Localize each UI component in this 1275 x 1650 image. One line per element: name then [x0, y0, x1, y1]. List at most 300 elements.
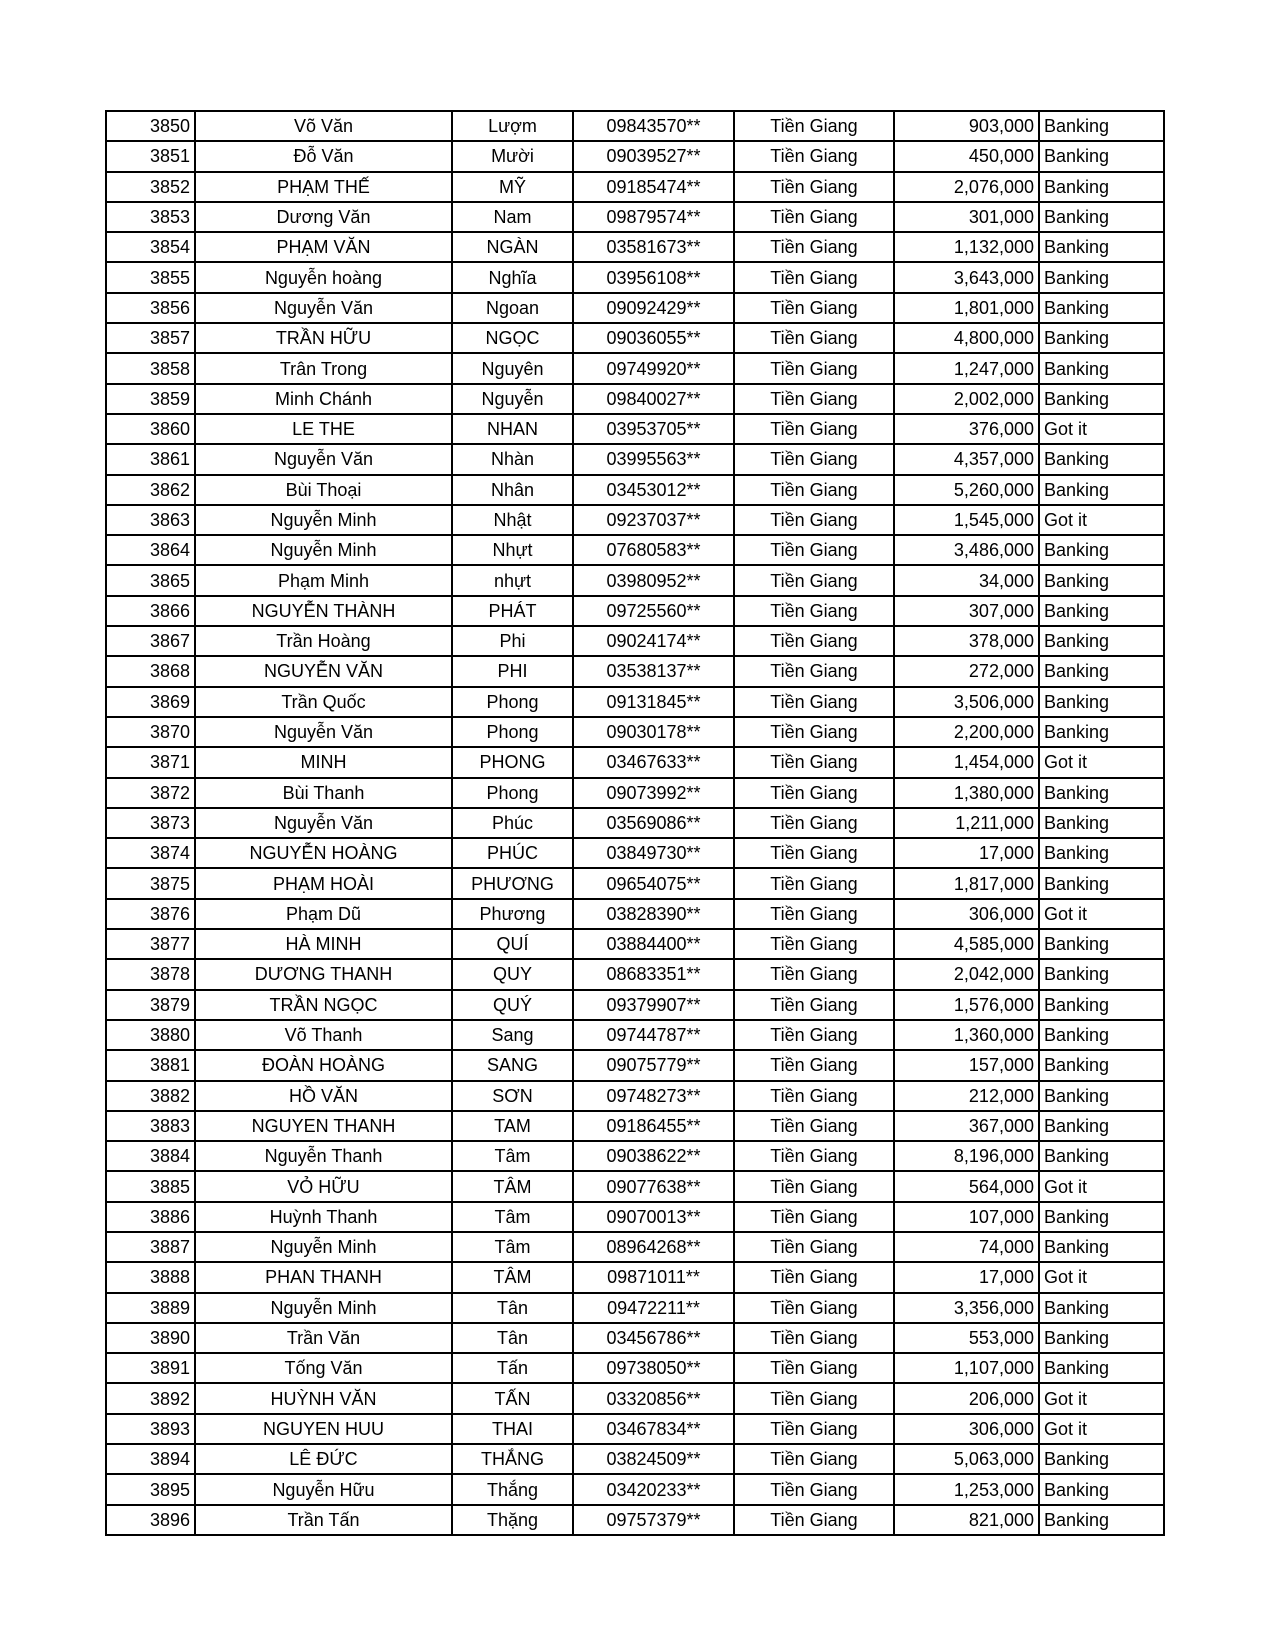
cell-status: Banking — [1039, 838, 1164, 868]
table-row — [106, 808, 1164, 838]
cell-phone: 09840027** — [573, 384, 734, 414]
cell-phone: 08964268** — [573, 1232, 734, 1262]
cell-last-name: TÂM — [452, 1262, 573, 1292]
cell-amount: 564,000 — [894, 1171, 1039, 1201]
cell-phone: 09738050** — [573, 1353, 734, 1383]
table-row — [106, 384, 1164, 414]
cell-amount: 3,643,000 — [894, 262, 1039, 292]
cell-phone: 03828390** — [573, 899, 734, 929]
cell-id: 3861 — [106, 444, 195, 474]
table-row — [106, 1474, 1164, 1504]
table-row — [106, 1353, 1164, 1383]
cell-first-name: Nguyễn Văn — [195, 444, 452, 474]
cell-phone: 09186455** — [573, 1111, 734, 1141]
cell-phone: 03467834** — [573, 1414, 734, 1444]
cell-first-name: LE THE — [195, 414, 452, 444]
cell-first-name: PHAN THANH — [195, 1262, 452, 1292]
cell-status: Banking — [1039, 1081, 1164, 1111]
cell-id: 3891 — [106, 1353, 195, 1383]
table-row — [106, 1202, 1164, 1232]
cell-status: Banking — [1039, 1444, 1164, 1474]
cell-province: Tiền Giang — [734, 1505, 894, 1535]
cell-id: 3873 — [106, 808, 195, 838]
cell-id: 3884 — [106, 1141, 195, 1171]
cell-id: 3880 — [106, 1020, 195, 1050]
cell-phone: 03884400** — [573, 929, 734, 959]
cell-first-name: Huỳnh Thanh — [195, 1202, 452, 1232]
cell-amount: 17,000 — [894, 1262, 1039, 1292]
cell-status: Got it — [1039, 414, 1164, 444]
cell-status: Banking — [1039, 535, 1164, 565]
cell-id: 3867 — [106, 626, 195, 656]
cell-id: 3889 — [106, 1293, 195, 1323]
cell-first-name: NGUYỄN HOÀNG — [195, 838, 452, 868]
cell-id: 3862 — [106, 475, 195, 505]
cell-province: Tiền Giang — [734, 959, 894, 989]
cell-province: Tiền Giang — [734, 202, 894, 232]
cell-id: 3859 — [106, 384, 195, 414]
cell-amount: 1,576,000 — [894, 990, 1039, 1020]
cell-province: Tiền Giang — [734, 929, 894, 959]
cell-first-name: NGUYỄN VĂN — [195, 656, 452, 686]
cell-last-name: Nhân — [452, 475, 573, 505]
cell-first-name: DƯƠNG THANH — [195, 959, 452, 989]
cell-first-name: Nguyễn Hữu — [195, 1474, 452, 1504]
table-row — [106, 959, 1164, 989]
cell-id: 3893 — [106, 1414, 195, 1444]
cell-phone: 09744787** — [573, 1020, 734, 1050]
cell-amount: 107,000 — [894, 1202, 1039, 1232]
cell-province: Tiền Giang — [734, 111, 894, 141]
cell-status: Banking — [1039, 202, 1164, 232]
cell-id: 3892 — [106, 1383, 195, 1413]
cell-first-name: Trân Trong — [195, 353, 452, 383]
cell-amount: 157,000 — [894, 1050, 1039, 1080]
cell-first-name: Nguyễn Minh — [195, 1293, 452, 1323]
cell-phone: 09092429** — [573, 293, 734, 323]
cell-phone: 09654075** — [573, 868, 734, 898]
cell-last-name: Phi — [452, 626, 573, 656]
cell-province: Tiền Giang — [734, 596, 894, 626]
cell-first-name: NGUYEN THANH — [195, 1111, 452, 1141]
cell-status: Banking — [1039, 565, 1164, 595]
cell-phone: 03320856** — [573, 1383, 734, 1413]
table-row — [106, 505, 1164, 535]
cell-status: Banking — [1039, 353, 1164, 383]
cell-id: 3894 — [106, 1444, 195, 1474]
cell-status: Banking — [1039, 172, 1164, 202]
table-row — [106, 1141, 1164, 1171]
cell-province: Tiền Giang — [734, 899, 894, 929]
cell-amount: 206,000 — [894, 1383, 1039, 1413]
cell-phone: 03956108** — [573, 262, 734, 292]
table-row — [106, 1293, 1164, 1323]
cell-last-name: Tâm — [452, 1202, 573, 1232]
cell-first-name: Nguyễn Thanh — [195, 1141, 452, 1171]
cell-phone: 03824509** — [573, 1444, 734, 1474]
cell-amount: 376,000 — [894, 414, 1039, 444]
cell-last-name: PHƯƠNG — [452, 868, 573, 898]
cell-amount: 74,000 — [894, 1232, 1039, 1262]
cell-amount: 301,000 — [894, 202, 1039, 232]
cell-first-name: Phạm Dũ — [195, 899, 452, 929]
cell-first-name: Võ Văn — [195, 111, 452, 141]
cell-first-name: Bùi Thoại — [195, 475, 452, 505]
cell-status: Banking — [1039, 323, 1164, 353]
cell-province: Tiền Giang — [734, 808, 894, 838]
cell-first-name: HUỲNH VĂN — [195, 1383, 452, 1413]
cell-status: Got it — [1039, 1414, 1164, 1444]
table-row — [106, 323, 1164, 353]
cell-first-name: Nguyễn Minh — [195, 1232, 452, 1262]
cell-id: 3851 — [106, 141, 195, 171]
cell-last-name: QUÝ — [452, 990, 573, 1020]
cell-amount: 8,196,000 — [894, 1141, 1039, 1171]
cell-status: Banking — [1039, 596, 1164, 626]
cell-last-name: PHÚC — [452, 838, 573, 868]
cell-status: Banking — [1039, 778, 1164, 808]
cell-province: Tiền Giang — [734, 172, 894, 202]
cell-province: Tiền Giang — [734, 868, 894, 898]
cell-amount: 3,486,000 — [894, 535, 1039, 565]
cell-first-name: MINH — [195, 747, 452, 777]
cell-first-name: Nguyễn Văn — [195, 293, 452, 323]
cell-phone: 09131845** — [573, 687, 734, 717]
cell-amount: 553,000 — [894, 1323, 1039, 1353]
cell-first-name: HỒ VĂN — [195, 1081, 452, 1111]
cell-phone: 09075779** — [573, 1050, 734, 1080]
cell-province: Tiền Giang — [734, 1383, 894, 1413]
cell-province: Tiền Giang — [734, 1141, 894, 1171]
cell-status: Got it — [1039, 1262, 1164, 1292]
cell-last-name: Tấn — [452, 1353, 573, 1383]
cell-last-name: Thắng — [452, 1474, 573, 1504]
cell-amount: 1,132,000 — [894, 232, 1039, 262]
cell-province: Tiền Giang — [734, 1202, 894, 1232]
cell-last-name: Phong — [452, 717, 573, 747]
table-row — [106, 656, 1164, 686]
table-row — [106, 717, 1164, 747]
cell-id: 3870 — [106, 717, 195, 747]
cell-status: Banking — [1039, 1020, 1164, 1050]
cell-last-name: TẤN — [452, 1383, 573, 1413]
cell-province: Tiền Giang — [734, 1323, 894, 1353]
cell-status: Banking — [1039, 1050, 1164, 1080]
cell-province: Tiền Giang — [734, 1444, 894, 1474]
cell-id: 3874 — [106, 838, 195, 868]
cell-last-name: Tân — [452, 1293, 573, 1323]
cell-province: Tiền Giang — [734, 1353, 894, 1383]
table-row — [106, 626, 1164, 656]
cell-id: 3872 — [106, 778, 195, 808]
table-body — [106, 111, 1164, 1535]
cell-last-name: SƠN — [452, 1081, 573, 1111]
cell-first-name: Tống Văn — [195, 1353, 452, 1383]
cell-phone: 09038622** — [573, 1141, 734, 1171]
cell-phone: 07680583** — [573, 535, 734, 565]
table-row — [106, 1414, 1164, 1444]
table-row — [106, 687, 1164, 717]
cell-last-name: THẮNG — [452, 1444, 573, 1474]
cell-phone: 09185474** — [573, 172, 734, 202]
cell-first-name: Bùi Thanh — [195, 778, 452, 808]
cell-id: 3890 — [106, 1323, 195, 1353]
cell-amount: 1,454,000 — [894, 747, 1039, 777]
cell-first-name: PHẠM THẾ — [195, 172, 452, 202]
cell-phone: 08683351** — [573, 959, 734, 989]
cell-province: Tiền Giang — [734, 1111, 894, 1141]
cell-amount: 4,585,000 — [894, 929, 1039, 959]
cell-status: Banking — [1039, 808, 1164, 838]
cell-status: Banking — [1039, 293, 1164, 323]
cell-first-name: TRẦN HỮU — [195, 323, 452, 353]
cell-id: 3882 — [106, 1081, 195, 1111]
cell-province: Tiền Giang — [734, 747, 894, 777]
cell-id: 3875 — [106, 868, 195, 898]
cell-amount: 1,247,000 — [894, 353, 1039, 383]
table-row — [106, 747, 1164, 777]
cell-amount: 272,000 — [894, 656, 1039, 686]
cell-last-name: Mười — [452, 141, 573, 171]
cell-phone: 03569086** — [573, 808, 734, 838]
cell-province: Tiền Giang — [734, 1474, 894, 1504]
cell-last-name: PHONG — [452, 747, 573, 777]
cell-province: Tiền Giang — [734, 535, 894, 565]
table-row — [106, 899, 1164, 929]
cell-phone: 09871011** — [573, 1262, 734, 1292]
cell-status: Got it — [1039, 505, 1164, 535]
cell-last-name: Nghĩa — [452, 262, 573, 292]
cell-phone: 09749920** — [573, 353, 734, 383]
cell-province: Tiền Giang — [734, 323, 894, 353]
cell-status: Banking — [1039, 1141, 1164, 1171]
table-row — [106, 141, 1164, 171]
cell-id: 3876 — [106, 899, 195, 929]
cell-last-name: NHAN — [452, 414, 573, 444]
table-row — [106, 535, 1164, 565]
cell-amount: 1,801,000 — [894, 293, 1039, 323]
cell-amount: 903,000 — [894, 111, 1039, 141]
cell-amount: 212,000 — [894, 1081, 1039, 1111]
table-row — [106, 1262, 1164, 1292]
cell-amount: 5,260,000 — [894, 475, 1039, 505]
cell-phone: 09073992** — [573, 778, 734, 808]
cell-phone: 09030178** — [573, 717, 734, 747]
cell-first-name: Dương Văn — [195, 202, 452, 232]
table-row — [106, 778, 1164, 808]
cell-province: Tiền Giang — [734, 565, 894, 595]
cell-last-name: MỸ — [452, 172, 573, 202]
cell-status: Banking — [1039, 1323, 1164, 1353]
table-row — [106, 475, 1164, 505]
cell-id: 3885 — [106, 1171, 195, 1201]
cell-first-name: Trần Hoàng — [195, 626, 452, 656]
cell-province: Tiền Giang — [734, 505, 894, 535]
cell-last-name: Tâm — [452, 1232, 573, 1262]
cell-phone: 03581673** — [573, 232, 734, 262]
table-row — [106, 353, 1164, 383]
cell-amount: 4,800,000 — [894, 323, 1039, 353]
cell-first-name: LÊ ĐỨC — [195, 1444, 452, 1474]
cell-province: Tiền Giang — [734, 1262, 894, 1292]
cell-status: Banking — [1039, 990, 1164, 1020]
cell-amount: 3,506,000 — [894, 687, 1039, 717]
cell-last-name: Nguyên — [452, 353, 573, 383]
cell-phone: 09039527** — [573, 141, 734, 171]
payment-list-table — [105, 110, 1165, 1536]
table-row — [106, 172, 1164, 202]
cell-first-name: Trần Tấn — [195, 1505, 452, 1535]
cell-amount: 1,107,000 — [894, 1353, 1039, 1383]
cell-last-name: Nguyễn — [452, 384, 573, 414]
table-row — [106, 111, 1164, 141]
cell-amount: 1,545,000 — [894, 505, 1039, 535]
cell-province: Tiền Giang — [734, 141, 894, 171]
cell-status: Banking — [1039, 141, 1164, 171]
cell-first-name: Trần Quốc — [195, 687, 452, 717]
cell-amount: 5,063,000 — [894, 1444, 1039, 1474]
cell-province: Tiền Giang — [734, 656, 894, 686]
table-row — [106, 293, 1164, 323]
cell-id: 3886 — [106, 1202, 195, 1232]
table-row — [106, 990, 1164, 1020]
cell-phone: 09379907** — [573, 990, 734, 1020]
cell-province: Tiền Giang — [734, 838, 894, 868]
table-row — [106, 202, 1164, 232]
cell-first-name: ĐOÀN HOÀNG — [195, 1050, 452, 1080]
cell-status: Got it — [1039, 1383, 1164, 1413]
cell-amount: 2,042,000 — [894, 959, 1039, 989]
cell-amount: 306,000 — [894, 899, 1039, 929]
cell-last-name: SANG — [452, 1050, 573, 1080]
table-row — [106, 262, 1164, 292]
cell-phone: 09879574** — [573, 202, 734, 232]
table-row — [106, 444, 1164, 474]
cell-province: Tiền Giang — [734, 414, 894, 444]
cell-phone: 09472211** — [573, 1293, 734, 1323]
cell-id: 3879 — [106, 990, 195, 1020]
table-row — [106, 1232, 1164, 1262]
cell-last-name: Sang — [452, 1020, 573, 1050]
cell-first-name: PHẠM VĂN — [195, 232, 452, 262]
cell-status: Banking — [1039, 1293, 1164, 1323]
cell-province: Tiền Giang — [734, 990, 894, 1020]
cell-id: 3853 — [106, 202, 195, 232]
cell-last-name: PHÁT — [452, 596, 573, 626]
cell-first-name: Phạm Minh — [195, 565, 452, 595]
cell-first-name: Minh Chánh — [195, 384, 452, 414]
cell-id: 3866 — [106, 596, 195, 626]
cell-amount: 3,356,000 — [894, 1293, 1039, 1323]
cell-last-name: Tâm — [452, 1141, 573, 1171]
cell-first-name: Đỗ Văn — [195, 141, 452, 171]
cell-status: Banking — [1039, 959, 1164, 989]
table-row — [106, 1505, 1164, 1535]
cell-first-name: Trần Văn — [195, 1323, 452, 1353]
cell-last-name: Tân — [452, 1323, 573, 1353]
cell-province: Tiền Giang — [734, 353, 894, 383]
cell-id: 3878 — [106, 959, 195, 989]
cell-last-name: PHI — [452, 656, 573, 686]
cell-province: Tiền Giang — [734, 293, 894, 323]
cell-phone: 09757379** — [573, 1505, 734, 1535]
cell-last-name: Phúc — [452, 808, 573, 838]
cell-first-name: Nguyễn Minh — [195, 535, 452, 565]
cell-phone: 09748273** — [573, 1081, 734, 1111]
cell-last-name: Thặng — [452, 1505, 573, 1535]
cell-id: 3860 — [106, 414, 195, 444]
cell-amount: 17,000 — [894, 838, 1039, 868]
cell-amount: 821,000 — [894, 1505, 1039, 1535]
table-row — [106, 1050, 1164, 1080]
cell-last-name: THAI — [452, 1414, 573, 1444]
cell-first-name: Võ Thanh — [195, 1020, 452, 1050]
cell-first-name: PHẠM HOÀI — [195, 868, 452, 898]
cell-first-name: Nguyễn Văn — [195, 808, 452, 838]
cell-status: Banking — [1039, 111, 1164, 141]
cell-status: Banking — [1039, 656, 1164, 686]
cell-status: Banking — [1039, 1505, 1164, 1535]
cell-province: Tiền Giang — [734, 717, 894, 747]
table-row — [106, 414, 1164, 444]
cell-id: 3856 — [106, 293, 195, 323]
table-row — [106, 1111, 1164, 1141]
cell-phone: 09036055** — [573, 323, 734, 353]
cell-id: 3869 — [106, 687, 195, 717]
cell-id: 3895 — [106, 1474, 195, 1504]
cell-id: 3852 — [106, 172, 195, 202]
cell-first-name: TRẦN NGỌC — [195, 990, 452, 1020]
cell-id: 3896 — [106, 1505, 195, 1535]
cell-phone: 03849730** — [573, 838, 734, 868]
cell-last-name: nhựt — [452, 565, 573, 595]
cell-id: 3881 — [106, 1050, 195, 1080]
cell-id: 3868 — [106, 656, 195, 686]
cell-status: Banking — [1039, 1474, 1164, 1504]
cell-status: Banking — [1039, 717, 1164, 747]
cell-province: Tiền Giang — [734, 687, 894, 717]
cell-last-name: QUY — [452, 959, 573, 989]
cell-status: Banking — [1039, 232, 1164, 262]
cell-last-name: TÂM — [452, 1171, 573, 1201]
table-row — [106, 868, 1164, 898]
cell-province: Tiền Giang — [734, 444, 894, 474]
table-row — [106, 1383, 1164, 1413]
table-row — [106, 565, 1164, 595]
cell-last-name: Nhàn — [452, 444, 573, 474]
cell-province: Tiền Giang — [734, 626, 894, 656]
cell-phone: 09237037** — [573, 505, 734, 535]
cell-phone: 03995563** — [573, 444, 734, 474]
cell-amount: 1,380,000 — [894, 778, 1039, 808]
cell-phone: 09077638** — [573, 1171, 734, 1201]
cell-amount: 4,357,000 — [894, 444, 1039, 474]
cell-province: Tiền Giang — [734, 1050, 894, 1080]
cell-last-name: Nam — [452, 202, 573, 232]
cell-status: Got it — [1039, 747, 1164, 777]
cell-status: Banking — [1039, 1232, 1164, 1262]
table-row — [106, 929, 1164, 959]
table-row — [106, 232, 1164, 262]
cell-first-name: Nguyễn Văn — [195, 717, 452, 747]
cell-first-name: HÀ MINH — [195, 929, 452, 959]
cell-first-name: VỎ HỮU — [195, 1171, 452, 1201]
cell-province: Tiền Giang — [734, 778, 894, 808]
cell-amount: 378,000 — [894, 626, 1039, 656]
cell-province: Tiền Giang — [734, 384, 894, 414]
cell-first-name: NGUYEN HUU — [195, 1414, 452, 1444]
table-row — [106, 596, 1164, 626]
